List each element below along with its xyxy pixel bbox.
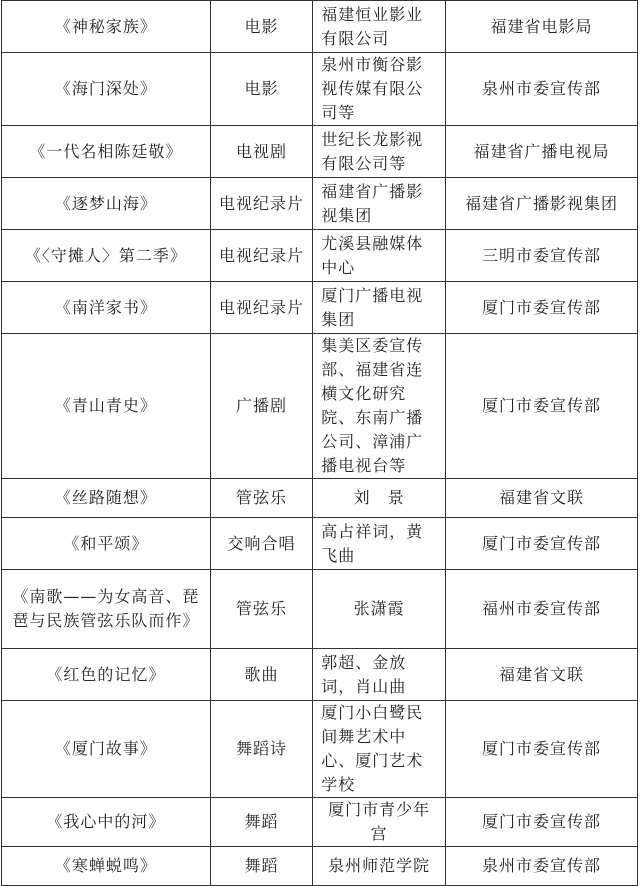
- table-row: [2, 282, 638, 334]
- work-creator: 泉州师范学院: [313, 847, 446, 886]
- table-row: [2, 798, 638, 847]
- work-title: 《红色的记忆》: [2, 649, 211, 701]
- work-creator: 厦门小白鹭民间舞艺术中心、厦门艺术学校: [313, 701, 446, 798]
- work-creator: 世纪长龙影视有限公司等: [313, 126, 446, 178]
- recommending-unit: 福建省电影局: [446, 1, 638, 53]
- table-row: [2, 334, 638, 479]
- table-row: [2, 847, 638, 886]
- table-row: [2, 518, 638, 570]
- work-title: 《一代名相陈廷敬》: [2, 126, 211, 178]
- work-category: 舞蹈: [210, 847, 313, 886]
- table-row: [2, 570, 638, 649]
- work-creator: 厦门广播电视集团: [313, 282, 446, 334]
- recommending-unit: 厦门市委宣传部: [446, 798, 638, 847]
- work-category: 交响合唱: [210, 518, 313, 570]
- work-title: 《南洋家书》: [2, 282, 211, 334]
- table-row: [2, 53, 638, 126]
- recommending-unit: 厦门市委宣传部: [446, 334, 638, 479]
- work-category: 电影: [210, 53, 313, 126]
- work-creator: 福建恒业影业有限公司: [313, 1, 446, 53]
- recommending-unit: 福建省广播影视集团: [446, 178, 638, 230]
- table-row: [2, 178, 638, 230]
- work-title: 《我心中的河》: [2, 798, 211, 847]
- table-row: [2, 1, 638, 53]
- recommending-unit: 泉州市委宣传部: [446, 53, 638, 126]
- work-creator: 刘 景: [313, 479, 446, 518]
- work-title: 《海门深处》: [2, 53, 211, 126]
- work-title: 《厦门故事》: [2, 701, 211, 798]
- table-row: [2, 649, 638, 701]
- work-category: 舞蹈: [210, 798, 313, 847]
- work-creator: 高占祥词，黄飞曲: [313, 518, 446, 570]
- work-category: 管弦乐: [210, 570, 313, 649]
- work-category: 管弦乐: [210, 479, 313, 518]
- work-category: 舞蹈诗: [210, 701, 313, 798]
- recommending-unit: 三明市委宣传部: [446, 230, 638, 282]
- work-category: 电视纪录片: [210, 178, 313, 230]
- work-creator: 福建省广播影视集团: [313, 178, 446, 230]
- work-creator: 尤溪县融媒体中心: [313, 230, 446, 282]
- recommending-unit: 福建省文联: [446, 649, 638, 701]
- work-category: 电视剧: [210, 126, 313, 178]
- work-title: 《丝路随想》: [2, 479, 211, 518]
- work-title: 《青山青史》: [2, 334, 211, 479]
- table-row: [2, 230, 638, 282]
- work-creator: 厦门市青少年宫: [313, 798, 446, 847]
- work-title: 《〈守摊人〉第二季》: [2, 230, 211, 282]
- work-title: 《寒蝉蜕鸣》: [2, 847, 211, 886]
- recommending-unit: 福建省文联: [446, 479, 638, 518]
- works-table: [1, 0, 638, 886]
- work-creator: 泉州市衡谷影视传媒有限公司等: [313, 53, 446, 126]
- table-row: [2, 701, 638, 798]
- work-title: 《逐梦山海》: [2, 178, 211, 230]
- work-category: 电视纪录片: [210, 282, 313, 334]
- work-category: 电视纪录片: [210, 230, 313, 282]
- work-title: 《南歌——为女高音、琵琶与民族管弦乐队而作》: [2, 570, 211, 649]
- recommending-unit: 福建省广播电视局: [446, 126, 638, 178]
- work-category: 歌曲: [210, 649, 313, 701]
- work-creator: 郭超、金放词，肖山曲: [313, 649, 446, 701]
- table-row: [2, 126, 638, 178]
- work-title: 《神秘家族》: [2, 1, 211, 53]
- recommending-unit: 厦门市委宣传部: [446, 518, 638, 570]
- recommending-unit: 泉州市委宣传部: [446, 847, 638, 886]
- work-title: 《和平颂》: [2, 518, 211, 570]
- work-creator: 张潇霞: [313, 570, 446, 649]
- recommending-unit: 福州市委宣传部: [446, 570, 638, 649]
- work-category: 广播剧: [210, 334, 313, 479]
- recommending-unit: 厦门市委宣传部: [446, 282, 638, 334]
- work-creator: 集美区委宣传部、福建省连横文化研究院、东南广播公司、漳浦广播电视台等: [313, 334, 446, 479]
- recommending-unit: 厦门市委宣传部: [446, 701, 638, 798]
- work-category: 电影: [210, 1, 313, 53]
- table-row: [2, 479, 638, 518]
